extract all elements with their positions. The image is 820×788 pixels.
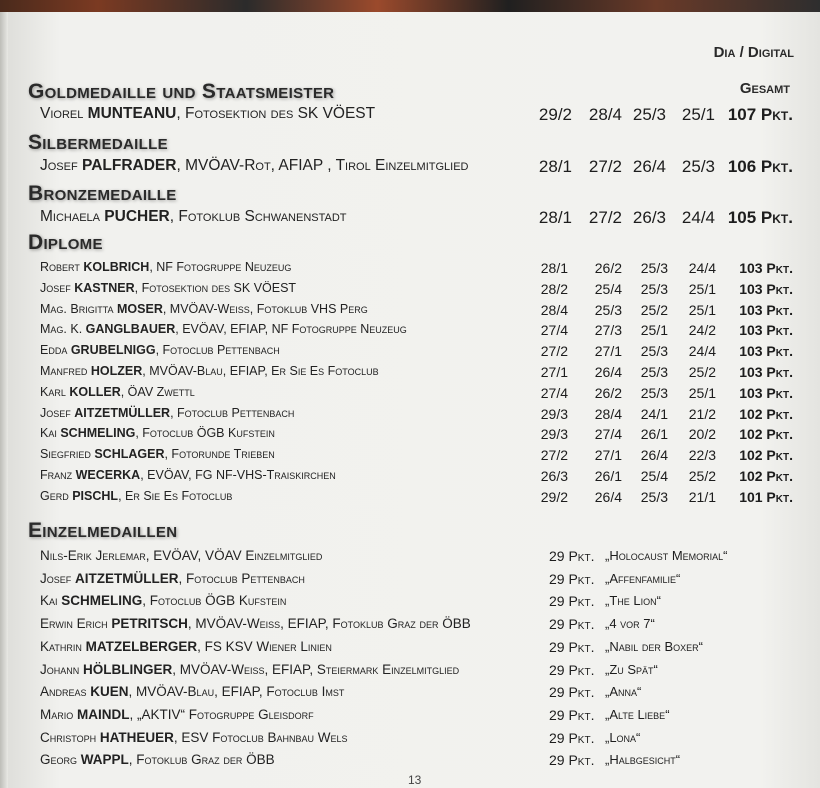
score-2: 26/2 (594, 384, 622, 401)
photo-title: „The Lion“ (605, 593, 661, 609)
club-info: , Fotoklub Graz der ÖBB (128, 752, 275, 768)
photo-title: „Alte Liebe“ (605, 706, 670, 722)
participant-name (40, 571, 305, 586)
total-score: 105 Pkt. (727, 208, 793, 227)
score-2: 27/1 (594, 447, 622, 464)
last-name: HOLZER (90, 364, 143, 378)
score-3: 26/3 (632, 208, 666, 227)
score-3: 25/3 (632, 105, 666, 124)
first-name: Manfred (40, 364, 88, 378)
total-score: 102 Pkt. (739, 405, 793, 422)
participant-name (40, 157, 469, 175)
first-name: Andreas (40, 684, 87, 700)
total-column-header: Gesamt (739, 80, 790, 97)
club-info: , Fotoclub Pettenbach (155, 343, 280, 358)
page-number: 13 (408, 773, 422, 787)
last-name: PUCHER (104, 208, 170, 225)
score-1: 27/2 (540, 343, 568, 360)
last-name: WECERKA (75, 468, 141, 482)
last-name: AITZETMÜLLER (74, 405, 171, 420)
participant-name (40, 489, 232, 503)
total-score: 106 Pkt. (727, 157, 793, 176)
score-4: 21/1 (688, 488, 716, 505)
club-info: , MVÖAV-Weiss, EFIAP, Steiermark Einzelmitglied (172, 661, 460, 677)
club-info: , Fotoclub Pettenbach (170, 405, 295, 420)
last-name: WAPPL (80, 752, 129, 768)
score-1: 29/2 (538, 105, 572, 124)
score-3: 25/4 (640, 468, 668, 484)
participant-name (40, 208, 347, 226)
total-score: 107 Pkt. (727, 105, 793, 124)
score-2: 25/4 (594, 280, 622, 297)
club-info: , MVÖAV-Blau, EFIAP, Er Sie Es Fotoclub (142, 364, 379, 378)
participant-name (40, 105, 375, 123)
participant-name (40, 752, 275, 767)
points: 29 Pkt. (549, 729, 595, 746)
club-info: , Fotosektion des SK VÖEST (134, 280, 297, 295)
score-4: 25/1 (688, 301, 716, 318)
participant-name (40, 616, 471, 631)
last-name: KASTNER (74, 280, 135, 295)
participant-name (40, 662, 459, 677)
score-4: 25/2 (688, 364, 716, 380)
participant-name (40, 730, 347, 745)
participant-name (40, 281, 296, 295)
first-name: Viorel (40, 105, 84, 122)
last-name: PETRITSCH (111, 616, 188, 632)
first-name: Gerd (40, 488, 69, 503)
first-name: Siegfried (40, 447, 91, 462)
score-1: 29/3 (540, 426, 568, 443)
score-3: 26/4 (632, 157, 666, 176)
score-2: 26/4 (594, 364, 622, 380)
club-info: , Fotosektion des SK VÖEST (176, 105, 376, 122)
first-name: Robert (40, 260, 80, 274)
score-2: 27/1 (594, 343, 622, 360)
points: 29 Pkt. (549, 570, 595, 587)
score-3: 25/3 (640, 364, 668, 380)
photo-title: „Affenfamilie“ (605, 570, 681, 586)
last-name: SCHMELING (61, 593, 143, 609)
first-name: Franz (40, 468, 73, 482)
total-score: 101 Pkt. (739, 488, 793, 505)
score-1: 27/4 (540, 322, 568, 339)
last-name: MAINDL (77, 706, 130, 722)
club-info: , MVÖAV-Blau, EFIAP, Fotoclub Imst (128, 684, 345, 700)
last-name: GRUBELNIGG (70, 343, 156, 358)
last-name: HATHEUER (99, 729, 174, 745)
photo-title: „Anna“ (605, 684, 642, 700)
club-info: , ESV Fotoclub Bahnbau Wels (173, 729, 348, 745)
score-2: 25/3 (594, 301, 622, 318)
section-diplome: Diplome (28, 231, 103, 254)
score-3: 24/1 (640, 405, 668, 422)
club-info: , EVÖAV, EFIAP, NF Fotogruppe Neuzeug (175, 322, 407, 337)
total-score: 103 Pkt. (739, 384, 793, 401)
score-1: 26/3 (540, 468, 568, 484)
score-4: 24/2 (688, 322, 716, 339)
last-name: SCHMELING (60, 426, 136, 441)
photo-title: „4 vor 7“ (605, 616, 655, 632)
first-name: Karl (40, 384, 66, 399)
score-4: 25/3 (681, 157, 715, 176)
category-label: Dia / Digital (713, 44, 794, 61)
total-score: 102 Pkt. (739, 447, 793, 464)
points: 29 Pkt. (549, 638, 595, 655)
section-einzelmedaillen: Einzelmedaillen (28, 519, 178, 542)
score-3: 26/4 (640, 447, 668, 464)
top-edge-strip (0, 0, 820, 12)
first-name: Michaela (40, 208, 100, 225)
total-score: 102 Pkt. (739, 468, 793, 484)
last-name: KOLBRICH (83, 260, 150, 274)
section-bronze: Bronzemedaille (28, 182, 177, 205)
club-info: , EVÖAV, FG NF-VHS-Traiskirchen (140, 468, 336, 482)
last-name: MUNTEANU (87, 105, 177, 122)
score-3: 25/1 (640, 322, 668, 339)
total-score: 102 Pkt. (739, 426, 793, 443)
points: 29 Pkt. (549, 548, 595, 564)
participant-name (40, 260, 291, 274)
score-1: 28/1 (538, 208, 572, 227)
photo-title: „Holocaust Memorial“ (605, 548, 728, 563)
total-score: 103 Pkt. (739, 364, 793, 380)
participant-name (40, 447, 275, 461)
club-info: , ÖAV Zwettl (120, 384, 195, 399)
points: 29 Pkt. (549, 706, 595, 723)
score-1: 27/1 (540, 364, 568, 380)
participant-name (40, 426, 275, 440)
first-name: Georg (40, 752, 78, 768)
score-1: 28/1 (538, 157, 572, 176)
club-info: , MVÖAV-Weiss, Fotoklub VHS Perg (162, 301, 368, 316)
score-4: 24/4 (681, 208, 715, 227)
last-name: SCHLAGER (94, 447, 165, 462)
last-name: KUEN (90, 684, 129, 700)
participant-name (40, 593, 286, 608)
participant-name (40, 406, 294, 420)
club-info: , „AKTIV“ Fotogruppe Gleisdorf (129, 706, 314, 722)
first-name: Erwin Erich (40, 616, 108, 632)
participant-name (40, 343, 280, 357)
score-2: 26/1 (594, 468, 622, 484)
first-name: Josef (40, 570, 72, 586)
score-3: 26/1 (640, 426, 668, 443)
score-1: 29/3 (540, 405, 568, 422)
score-1: 27/2 (540, 447, 568, 464)
score-4: 24/4 (688, 260, 716, 276)
club-info: , EVÖAV, VÖAV Einzelmitglied (145, 548, 323, 563)
last-name: PISCHL (72, 488, 119, 503)
score-3: 25/3 (640, 280, 668, 297)
score-1: 28/4 (540, 301, 568, 318)
first-name: Mag. Brigitta (40, 301, 114, 316)
participant-name (40, 684, 344, 699)
first-name: Josef (40, 405, 71, 420)
score-3: 25/3 (640, 384, 668, 401)
section-gold: Goldmedaille und Staatsmeister (28, 80, 335, 103)
club-info: , Fotoclub ÖGB Kufstein (135, 426, 275, 441)
points: 29 Pkt. (549, 684, 595, 701)
page-binding-edge (0, 12, 8, 788)
score-2: 28/4 (588, 105, 622, 124)
total-score: 103 Pkt. (739, 343, 793, 360)
score-3: 25/3 (640, 260, 668, 276)
photo-title: „Nabil der Boxer“ (605, 638, 703, 654)
points: 29 Pkt. (549, 752, 595, 769)
total-score: 103 Pkt. (739, 260, 793, 276)
last-name: MOSER (117, 301, 163, 316)
first-name: Nils-Erik Jerlemar (40, 548, 146, 563)
first-name: Johann (40, 661, 80, 677)
first-name: Josef (40, 157, 78, 174)
club-info: , NF Fotogruppe Neuzeug (149, 260, 292, 274)
first-name: Kathrin (40, 638, 82, 654)
score-4: 21/2 (688, 405, 716, 422)
participant-name (40, 468, 336, 482)
first-name: Mag. K. (40, 322, 83, 337)
score-2: 27/2 (588, 157, 622, 176)
total-score: 103 Pkt. (739, 280, 793, 297)
score-4: 25/1 (688, 280, 716, 297)
club-info: , Fotoclub ÖGB Kufstein (142, 593, 287, 609)
score-3: 25/3 (640, 343, 668, 360)
points: 29 Pkt. (549, 593, 595, 610)
points: 29 Pkt. (549, 661, 595, 678)
score-3: 25/3 (640, 488, 668, 505)
club-info: , Er Sie Es Fotoclub (118, 488, 233, 503)
score-4: 24/4 (688, 343, 716, 360)
score-1: 29/2 (540, 488, 568, 505)
score-2: 26/2 (594, 260, 622, 276)
score-1: 28/2 (540, 280, 568, 297)
score-2: 27/2 (588, 208, 622, 227)
first-name: Kai (40, 426, 57, 441)
total-score: 103 Pkt. (739, 322, 793, 339)
last-name: AITZETMÜLLER (75, 570, 179, 586)
participant-name (40, 548, 322, 563)
first-name: Mario (40, 706, 74, 722)
participant-name (40, 322, 407, 336)
total-score: 103 Pkt. (739, 301, 793, 318)
club-info: , MVÖAV-Weiss, EFIAP, Fotoklub Graz der ÖBB (187, 616, 471, 632)
first-name: Josef (40, 280, 71, 295)
participant-name (40, 364, 379, 378)
last-name: GANGLBAUER (85, 322, 176, 337)
score-2: 28/4 (594, 405, 622, 422)
score-1: 27/4 (540, 384, 568, 401)
score-4: 22/3 (688, 447, 716, 464)
score-4: 25/2 (688, 468, 716, 484)
section-silver: Silbermedaille (28, 131, 168, 154)
score-2: 26/4 (594, 488, 622, 505)
score-2: 27/3 (594, 322, 622, 339)
points: 29 Pkt. (549, 616, 595, 633)
participant-name (40, 639, 332, 654)
club-info: , Fotoclub Pettenbach (178, 570, 305, 586)
score-4: 25/1 (681, 105, 715, 124)
score-2: 27/4 (594, 426, 622, 443)
photo-title: „Zu Spät“ (605, 661, 658, 677)
participant-name (40, 707, 314, 722)
last-name: MATZELBERGER (85, 638, 198, 654)
club-info: , MVÖAV-Rot, AFIAP , Tirol Einzelmitglied (176, 157, 469, 174)
score-1: 28/1 (540, 260, 568, 276)
first-name: Christoph (40, 729, 97, 745)
photo-title: „Lona“ (605, 729, 641, 745)
last-name: KOLLER (69, 384, 121, 399)
score-4: 20/2 (688, 426, 716, 443)
score-3: 25/2 (640, 301, 668, 318)
first-name: Kai (40, 593, 58, 609)
score-4: 25/1 (688, 384, 716, 401)
photo-title: „Halbgesicht“ (605, 752, 681, 768)
club-info: , FS KSV Wiener Linien (197, 638, 332, 654)
last-name: PALFRADER (82, 157, 177, 174)
first-name: Edda (40, 343, 68, 358)
participant-name (40, 302, 368, 316)
club-info: , Fotoklub Schwanenstadt (169, 208, 347, 225)
participant-name (40, 385, 195, 399)
last-name: HÖLBLINGER (83, 661, 173, 677)
club-info: , Fotorunde Trieben (164, 447, 275, 462)
